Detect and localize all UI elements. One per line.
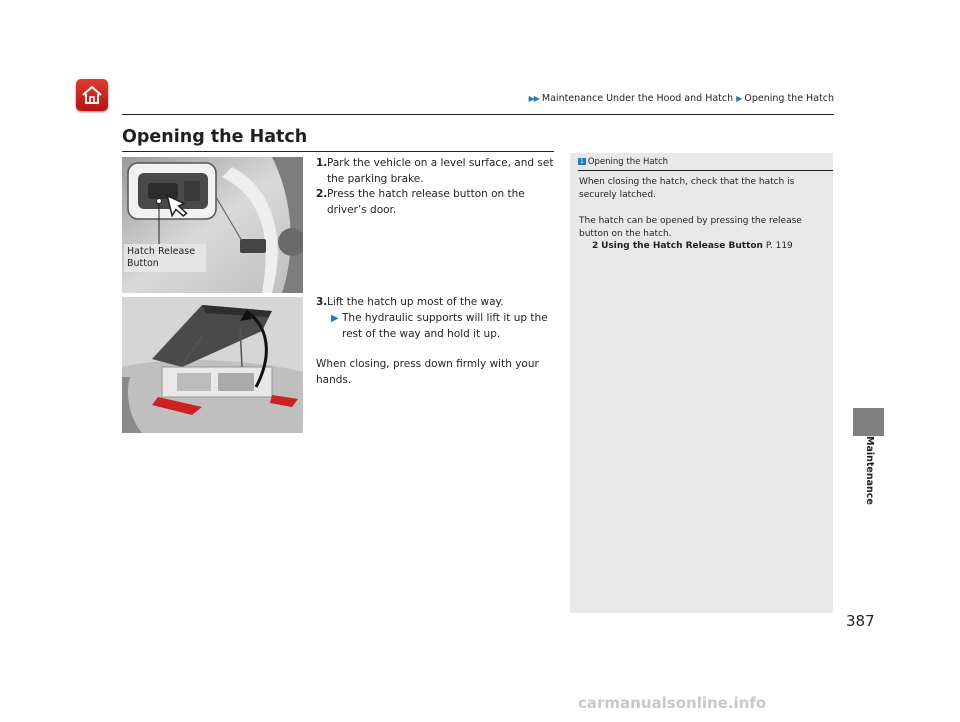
step-text: Press the hatch release button on the driver’s door. (327, 188, 525, 216)
sub-step-text: The hydraulic supports will lift it up the rest of the way and hold it up. (342, 312, 548, 340)
home-button[interactable] (76, 79, 108, 111)
page-number: 387 (846, 612, 875, 630)
hatch-release-button-photo (122, 157, 303, 293)
note-heading (578, 157, 833, 171)
step-text: Lift the hatch up most of the way. (327, 296, 504, 308)
note-paragraph: The hatch can be opened by pressing the release button on the hatch. (579, 216, 802, 239)
step-number: 3. (316, 296, 328, 308)
reference-title: Using the Hatch Release Button (601, 241, 763, 251)
breadcrumb (518, 93, 834, 104)
closing-note: When closing, press down firmly with your hands. (316, 358, 539, 386)
home-icon (80, 83, 104, 107)
open-hatch-photo (122, 297, 303, 433)
arrow-right-icon: ▶ (736, 94, 742, 103)
note-marker-icon: 1 (580, 158, 584, 165)
header-divider (122, 114, 834, 115)
reference-page: P. 119 (765, 241, 793, 251)
watermark: carmanualsonline.info (578, 694, 767, 712)
section-tab-label (840, 436, 896, 505)
reference-icon: 2 (592, 241, 599, 251)
breadcrumb-section[interactable]: Maintenance Under the Hood and Hatch (541, 93, 734, 104)
sidebar-note (570, 153, 833, 613)
section-tab-text: Maintenance (864, 436, 875, 505)
note-heading-text: Opening the Hatch (587, 157, 669, 167)
step-text: Park the vehicle on a level surface, and set the parking brake. (327, 157, 554, 185)
arrow-right-icon: ▶▶ (528, 94, 539, 103)
breadcrumb-page[interactable]: Opening the Hatch (744, 93, 834, 104)
step-number: 1. (316, 157, 328, 169)
title-divider (122, 151, 554, 152)
triangle-right-icon: ▶ (331, 313, 339, 324)
section-tab[interactable] (853, 408, 884, 436)
hatch-release-button-label: Hatch Release Button (124, 244, 206, 272)
note-paragraph: When closing the hatch, check that the hatch is securely latched. (579, 177, 795, 200)
note-reference-link[interactable] (592, 241, 793, 251)
page-title: Opening the Hatch (122, 127, 308, 147)
step-number: 2. (316, 188, 328, 200)
